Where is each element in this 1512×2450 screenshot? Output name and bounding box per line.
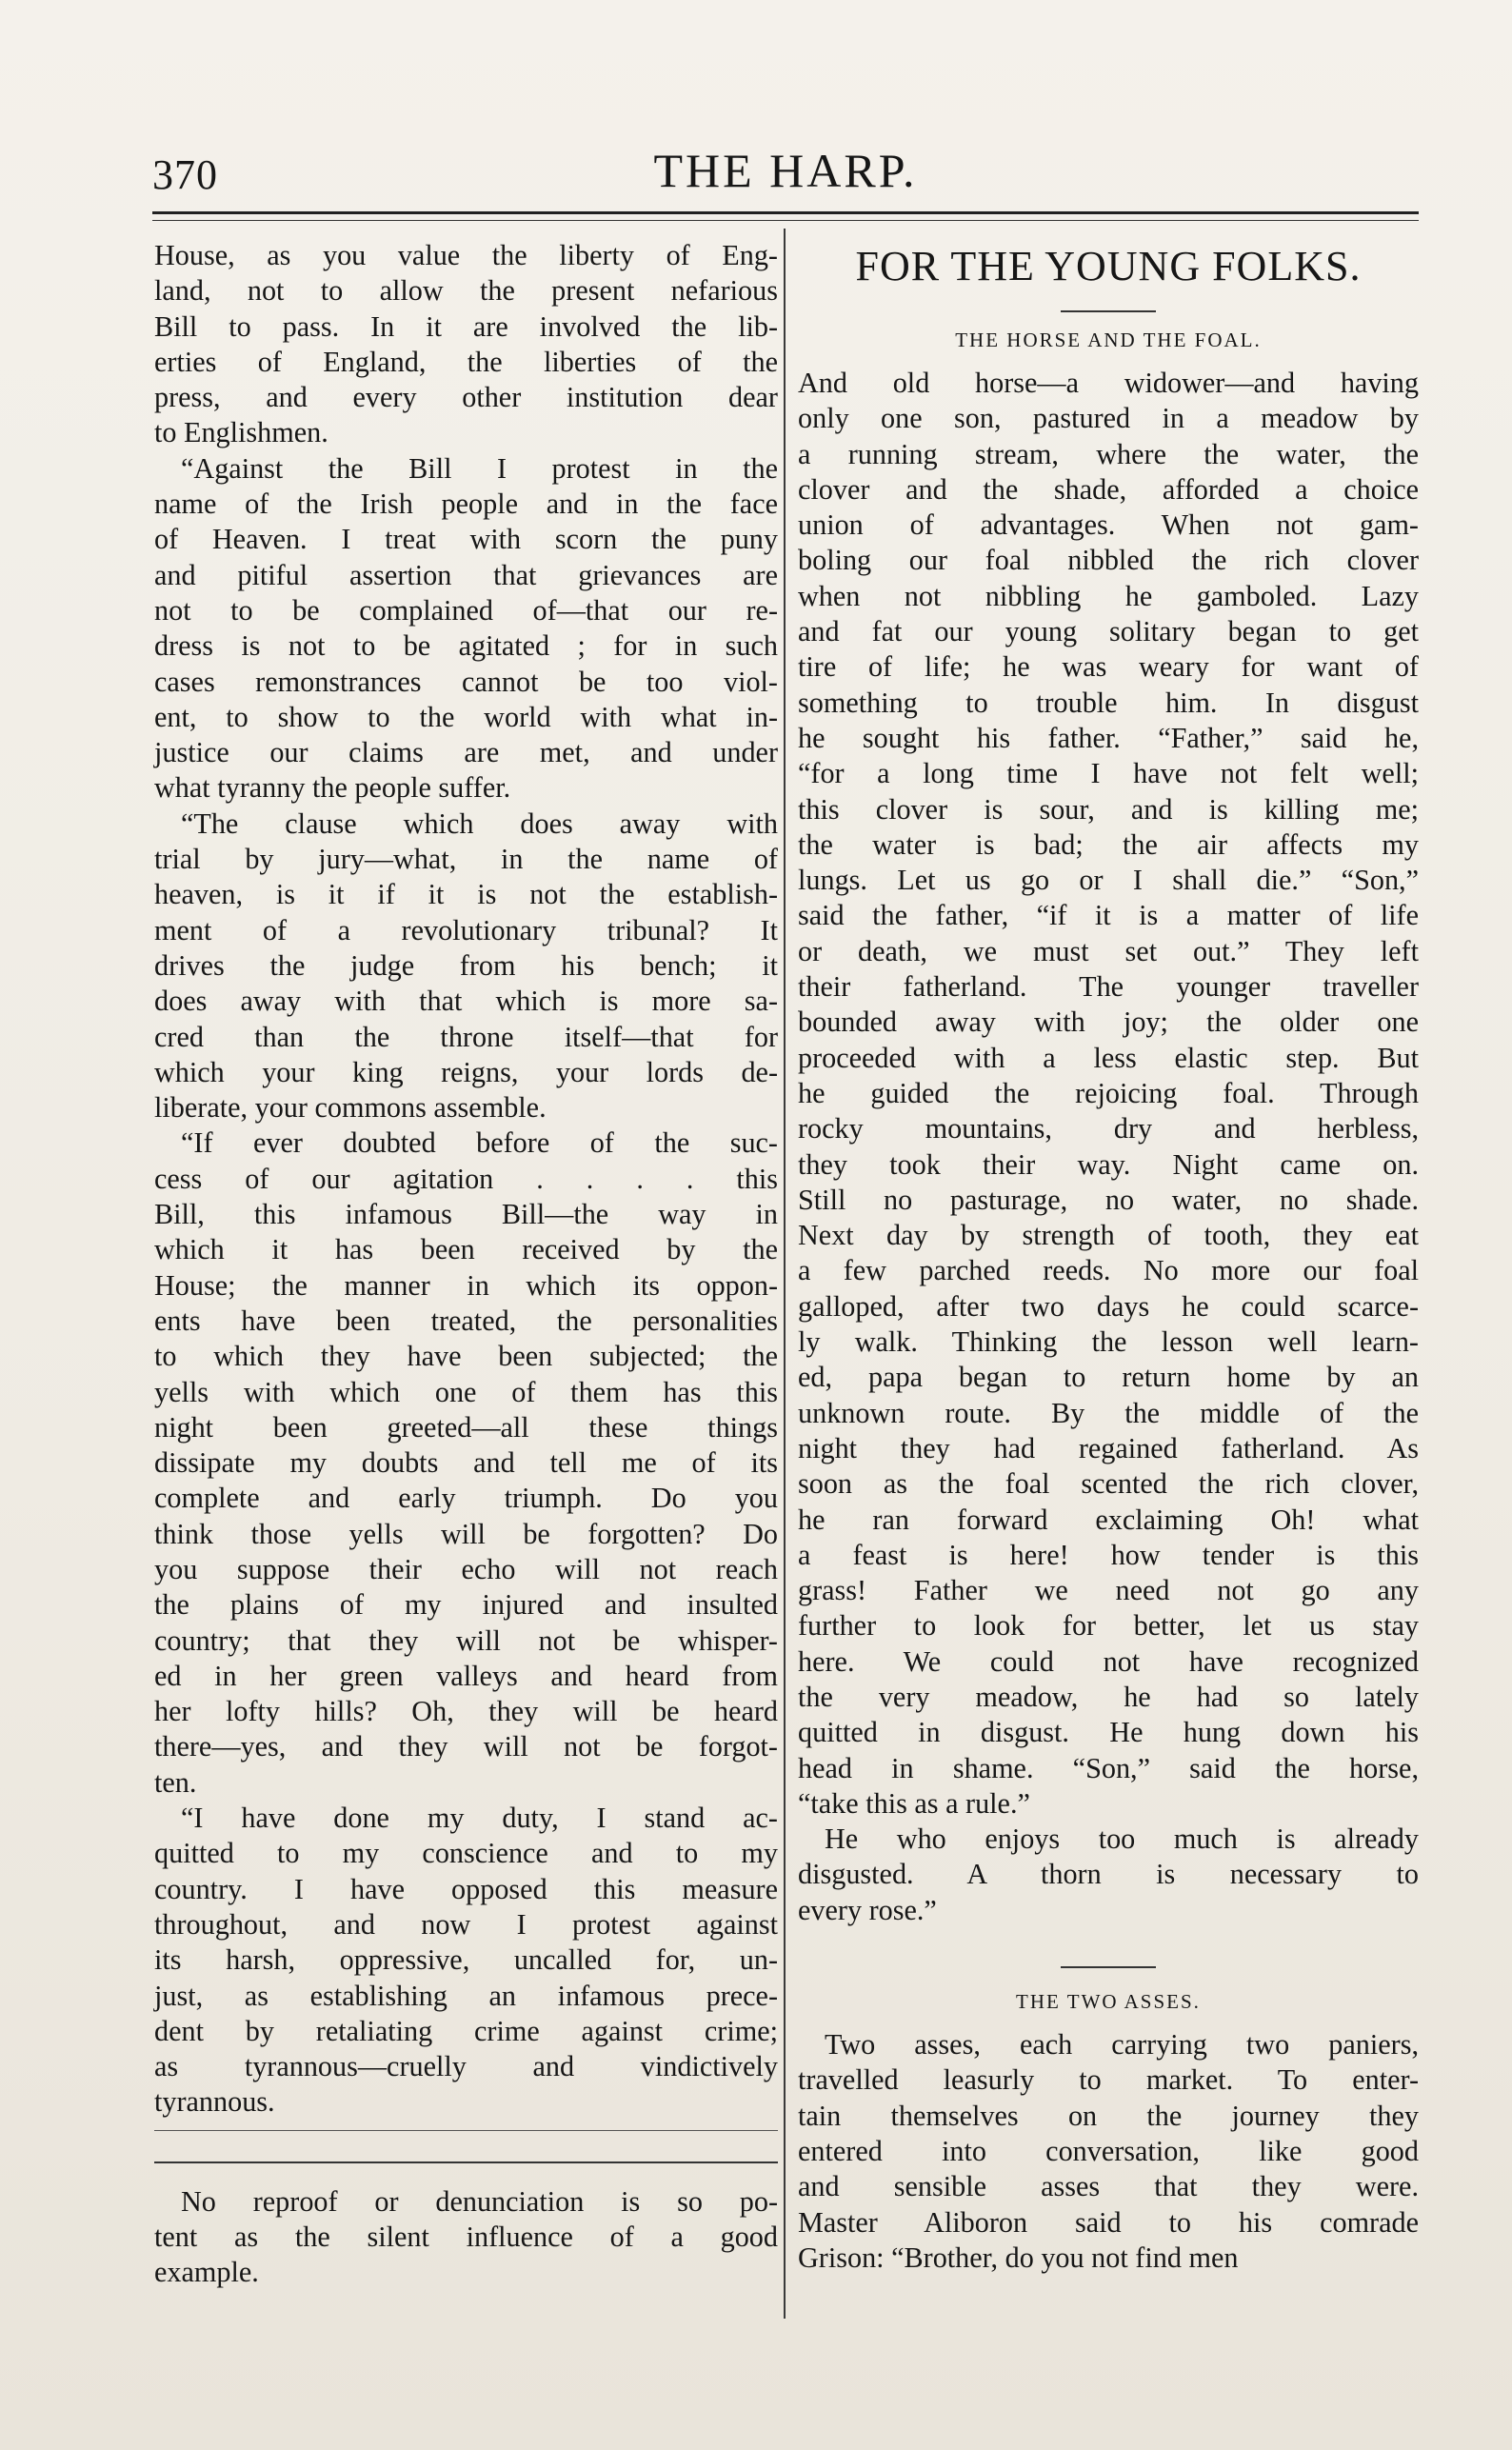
text-line: ent, to show to the world with what in-	[154, 700, 778, 733]
text-line: night been greeted—all these things	[154, 1410, 778, 1444]
text-line: what tyranny the people suffer.	[154, 771, 511, 805]
text-line: which it has been received by the	[154, 1233, 778, 1266]
text-line: erties of England, the liberties of the	[154, 345, 778, 378]
page-header	[152, 143, 1419, 209]
paragraph	[798, 2027, 1419, 2276]
text-line: a few parched reeds. No more our foal	[798, 1254, 1419, 1287]
text-line: a feast is here! how tender is this	[798, 1538, 1419, 1571]
text-line: the plains of my injured and insulted	[154, 1588, 778, 1622]
text-line: every rose.”	[798, 1893, 937, 1926]
paragraph	[154, 451, 778, 807]
text-line: here. We could not have recognized	[798, 1644, 1419, 1678]
text-line: throughout, and now I protest against	[154, 1907, 778, 1941]
text-line: union of advantages. When not gam-	[798, 508, 1419, 542]
header-rule	[152, 211, 1419, 214]
text-line: travelled leasurly to market. To enter-	[798, 2063, 1419, 2097]
text-line: not to be complained of—that our re-	[154, 593, 778, 627]
paragraph	[154, 807, 778, 1126]
section-rule	[1061, 310, 1156, 312]
text-line: proceeded with a less elastic step. But	[798, 1041, 1419, 1074]
text-line: when not nibbling he gamboled. Lazy	[798, 579, 1419, 612]
story-separator-rule	[1061, 1966, 1156, 1968]
text-line: as tyrannous—cruelly and vindictively	[154, 2050, 778, 2083]
article-end-rule	[154, 2130, 778, 2131]
text-line: Bill to pass. In it are involved the lib-	[154, 309, 778, 343]
section-title: FOR THE YOUNG FOLKS.	[855, 243, 1362, 289]
text-line: rocky mountains, dry and herbless,	[798, 1112, 1419, 1145]
text-line: boling our foal nibbled the rich clover	[798, 544, 1419, 577]
text-line: to Englishmen.	[154, 416, 328, 449]
text-line: you suppose their echo will not reach	[154, 1552, 778, 1585]
header-rule-thin	[152, 220, 1419, 221]
text-line: he ran forward exclaiming Oh! what	[798, 1503, 1419, 1536]
text-line: just, as establishing an infamous prece-	[154, 1979, 778, 2012]
text-line: cred than the throne itself—that for	[154, 1020, 778, 1053]
text-line: quitted to my conscience and to my	[154, 1837, 778, 1870]
text-line: quitted in disgust. He hung down his	[798, 1716, 1419, 1749]
text-line: or death, we must set out.” They left	[798, 934, 1419, 967]
text-line: of Heaven. I treat with scorn the puny	[154, 523, 778, 556]
text-line: he sought his father. “Father,” said he,	[798, 721, 1419, 754]
text-line: tyrannous.	[154, 2085, 275, 2119]
text-line: ents have been treated, the personalities	[154, 1304, 778, 1337]
right-column	[798, 238, 1419, 2276]
text-line: night they had regained fatherland. As	[798, 1431, 1419, 1464]
column-divider	[784, 229, 786, 2319]
text-line: complete and early triumph. Do you	[154, 1482, 778, 1515]
text-line: and sensible asses that they were.	[798, 2170, 1419, 2203]
text-line: its harsh, oppressive, uncalled for, un-	[154, 1943, 778, 1977]
text-line: land, not to allow the present nefarious	[154, 274, 778, 308]
text-line: and pitiful assertion that grievances are	[154, 558, 778, 591]
text-line: they took their way. Night came on.	[798, 1147, 1419, 1181]
text-line: tain themselves on the journey they	[798, 2099, 1419, 2132]
text-line: liberate, your commons assemble.	[154, 1091, 547, 1125]
text-line: galloped, after two days he could scarce-	[798, 1289, 1419, 1323]
text-line: “for a long time I have not felt well;	[798, 757, 1419, 790]
text-line: “If ever doubted before of the suc-	[181, 1126, 778, 1160]
text-line: ten.	[154, 1765, 197, 1799]
text-line: the very meadow, he had so lately	[798, 1680, 1419, 1713]
text-line: does away with that which is more sa-	[154, 985, 778, 1018]
text-line: “The clause which does away with	[181, 807, 778, 840]
text-line: ed in her green valleys and heard from	[154, 1659, 778, 1692]
text-line: cess of our agitation . . . . this	[154, 1162, 778, 1195]
text-line: ly walk. Thinking the lesson well learn-	[798, 1325, 1419, 1359]
text-line: House; the manner in which its oppon-	[154, 1268, 778, 1302]
paragraph	[798, 1822, 1419, 1928]
text-line: yells with which one of them has this	[154, 1375, 778, 1408]
text-line: think those yells will be forgotten? Do	[154, 1517, 778, 1550]
text-line: justice our claims are met, and under	[154, 736, 778, 769]
paragraph	[154, 238, 778, 451]
text-line: “Against the Bill I protest in the	[181, 451, 778, 485]
text-line: the water is bad; the air affects my	[798, 827, 1419, 861]
text-line: Grison: “Brother, do you not find men	[798, 2241, 1239, 2274]
text-line: clover and the shade, afforded a choice	[798, 472, 1419, 506]
text-line: “take this as a rule.”	[798, 1786, 1030, 1820]
text-line: disgusted. A thorn is necessary to	[798, 1858, 1419, 1891]
text-line: country. I have opposed this measure	[154, 1872, 778, 1905]
text-line: to which they have been subjected; the	[154, 1340, 778, 1373]
story-body-horse-and-foal	[798, 366, 1419, 1928]
text-line: dress is not to be agitated ; for in such	[154, 629, 778, 663]
text-line: name of the Irish people and in the face	[154, 488, 778, 521]
text-line: soon as the foal scented the rich clover,	[798, 1467, 1419, 1501]
text-line: tire of life; he was weary for want of	[798, 650, 1419, 684]
text-line: unknown route. By the middle of the	[798, 1396, 1419, 1429]
text-line: country; that they will not be whisper-	[154, 1623, 778, 1657]
text-line: which your king reigns, your lords de-	[154, 1055, 778, 1088]
paragraph	[154, 2184, 778, 2291]
text-line: entered into conversation, like good	[798, 2134, 1419, 2167]
text-line: head in shame. “Son,” said the horse,	[798, 1751, 1419, 1784]
page-number: 370	[152, 151, 218, 198]
text-line: further to look for better, let us stay	[798, 1609, 1419, 1643]
text-line: He who enjoys too much is already	[825, 1823, 1419, 1856]
running-head: THE HARP.	[653, 144, 918, 197]
text-line: lungs. Let us go or I shall die.” “Son,”	[798, 864, 1419, 897]
story-title-two-asses: THE TWO ASSES.	[1016, 1990, 1201, 2014]
text-line: said the father, “if it is a matter of life	[798, 899, 1419, 932]
text-line: ed, papa began to return home by an	[798, 1361, 1419, 1394]
text-line: something to trouble him. In disgust	[798, 686, 1419, 719]
text-line: example.	[154, 2256, 259, 2289]
story-body-two-asses	[798, 2027, 1419, 2276]
text-line: Bill, this infamous Bill—the way in	[154, 1198, 778, 1231]
text-line: And old horse—a widower—and having	[798, 367, 1419, 399]
text-line: House, as you value the liberty of Eng-	[154, 239, 778, 271]
text-line: heaven, is it if it is not the establish-	[154, 878, 778, 911]
text-line: Next day by strength of tooth, they eat	[798, 1219, 1419, 1252]
story-title-horse-and-foal: THE HORSE AND THE FOAL.	[955, 329, 1262, 351]
text-line: dent by retaliating crime against crime;	[154, 2014, 778, 2047]
text-line: her lofty hills? Oh, they will be heard	[154, 1695, 778, 1728]
text-line: ment of a revolutionary tribunal? It	[154, 913, 778, 946]
text-line: cases remonstrances cannot be too viol-	[154, 665, 778, 698]
footer-rule	[154, 2161, 778, 2163]
text-line: there—yes, and they will not be forgot-	[154, 1730, 778, 1763]
text-line: Master Aliboron said to his comrade	[798, 2205, 1419, 2239]
text-line: drives the judge from his bench; it	[154, 948, 778, 982]
text-line: tent as the silent influence of a good	[154, 2221, 778, 2254]
text-line: he guided the rejoicing foal. Through	[798, 1076, 1419, 1109]
paragraph	[798, 366, 1419, 1822]
text-line: Still no pasturage, no water, no shade.	[798, 1183, 1419, 1216]
text-line: bounded away with joy; the older one	[798, 1006, 1419, 1039]
text-line: grass! Father we need not go any	[798, 1574, 1419, 1607]
text-line: their fatherland. The younger traveller	[798, 970, 1419, 1004]
text-line: press, and every other institution dear	[154, 381, 778, 414]
text-line: trial by jury—what, in the name of	[154, 843, 778, 876]
text-line: No reproof or denunciation is so po-	[181, 2184, 778, 2218]
text-line: “I have done my duty, I stand ac-	[181, 1802, 778, 1835]
paragraph	[154, 1125, 778, 1801]
text-line: Two asses, each carrying two paniers,	[825, 2028, 1419, 2062]
text-line: only one son, pastured in a meadow by	[798, 402, 1419, 435]
paragraph	[154, 1801, 778, 2121]
left-column	[154, 238, 778, 2291]
text-line: this clover is sour, and is killing me;	[798, 792, 1419, 826]
text-line: dissipate my doubts and tell me of its	[154, 1446, 778, 1480]
text-line: a running stream, where the water, the	[798, 437, 1419, 470]
text-line: and fat our young solitary began to get	[798, 615, 1419, 648]
